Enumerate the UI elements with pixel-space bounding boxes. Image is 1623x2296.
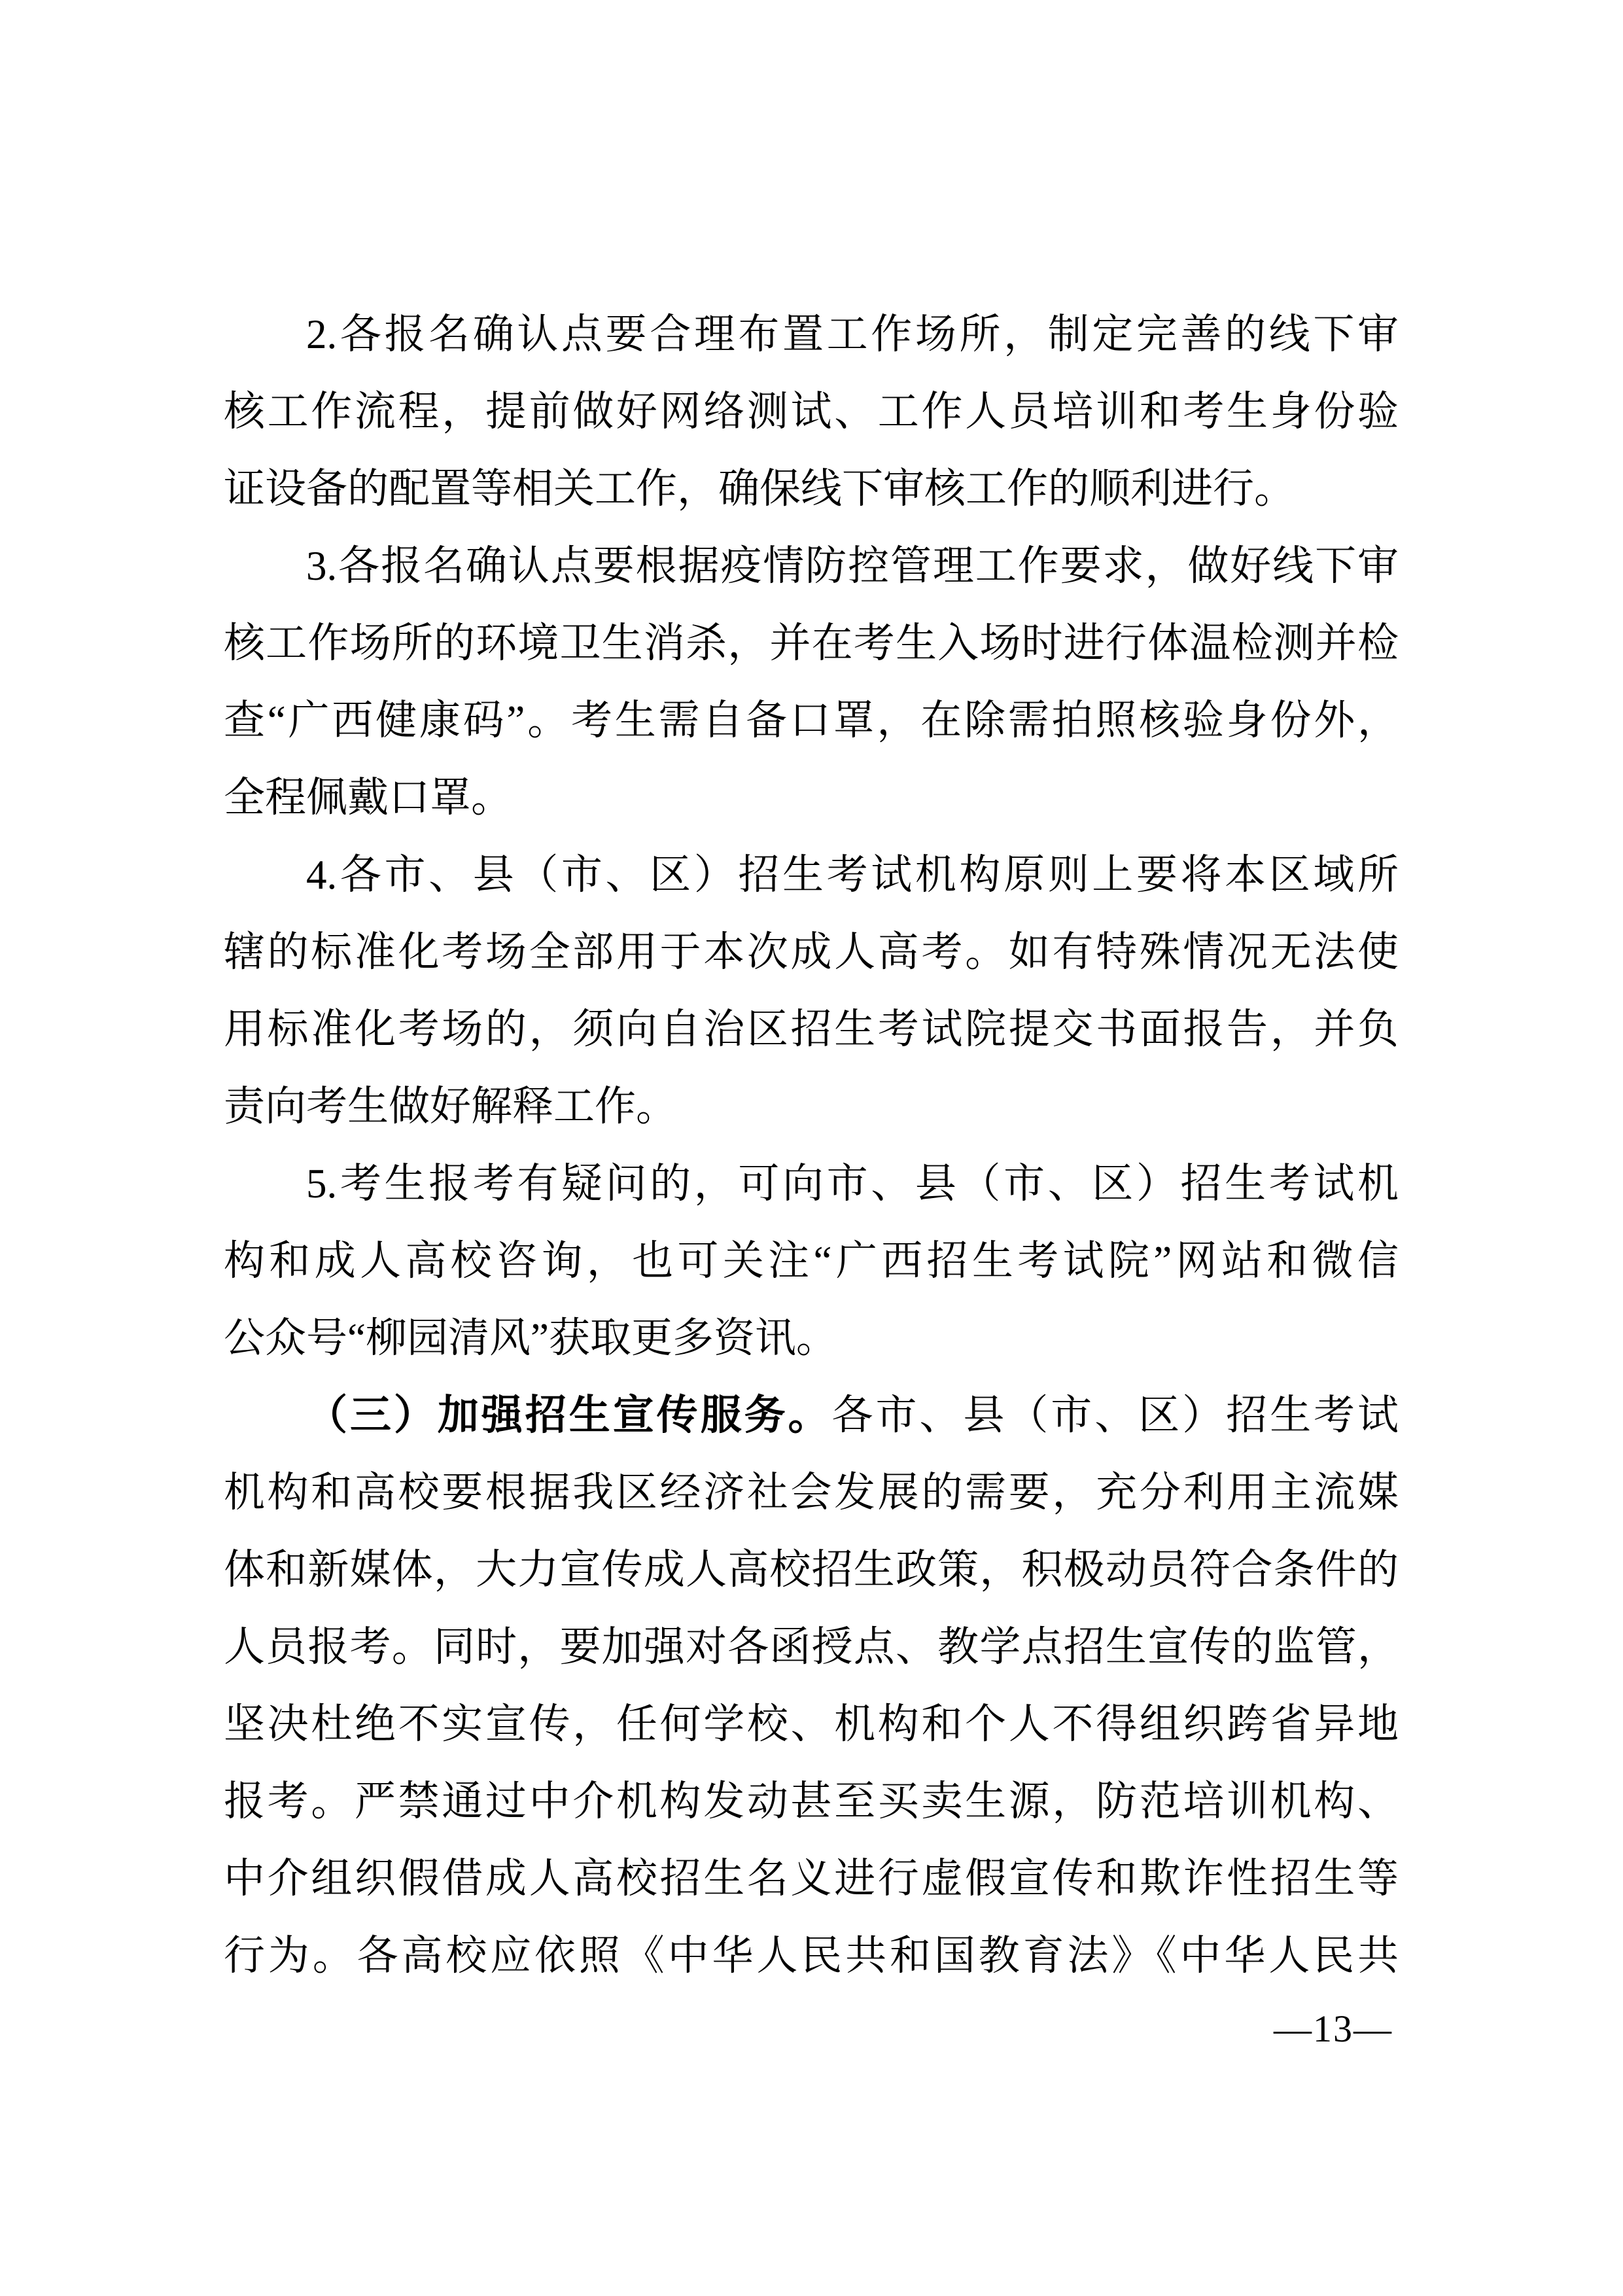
- text-line: 人员报考。同时，要加强对各函授点、教学点招生宣传的监管，: [224, 1624, 1399, 1670]
- page-number: —13—: [1274, 2007, 1393, 2050]
- bold-section-heading: （三）加强招生宣传服务。: [306, 1392, 832, 1438]
- text-line: 构和成人高校咨询，也可关注“广西招生考试院”网站和微信: [224, 1238, 1399, 1284]
- text-line: 报考。严禁通过中介机构发动甚至买卖生源，防范培训机构、: [224, 1778, 1399, 1824]
- text-line: 查“广西健康码”。考生需自备口罩，在除需拍照核验身份外，: [224, 698, 1399, 743]
- document-body: [224, 296, 1399, 1994]
- text-line: 体和新媒体，大力宣传成人高校招生政策，积极动员符合条件的: [224, 1547, 1399, 1593]
- text-line: （三）加强招生宣传服务。各市、县（市、区）招生考试: [306, 1392, 1399, 1438]
- text-line: 全程佩戴口罩。: [224, 775, 512, 821]
- text-line: 3.各报名确认点要根据疫情防控管理工作要求，做好线下审: [306, 543, 1399, 589]
- paragraph: [224, 296, 1399, 527]
- text-line: 辖的标准化考场全部用于本次成人高考。如有特殊情况无法使: [224, 929, 1399, 975]
- text-line: 机构和高校要根据我区经济社会发展的需要，充分利用主流媒: [224, 1470, 1399, 1515]
- text-line: 证设备的配置等相关工作，确保线下审核工作的顺利进行。: [224, 466, 1295, 512]
- text-line: 用标准化考场的，须向自治区招生考试院提交书面报告，并负: [224, 1006, 1399, 1052]
- text-line: 5.考生报考有疑问的，可向市、县（市、区）招生考试机: [306, 1161, 1399, 1207]
- text-line: 公众号“柳园清风”获取更多资讯。: [224, 1315, 837, 1361]
- paragraph: [224, 1145, 1399, 1377]
- text-line: 2.各报名确认点要合理布置工作场所，制定完善的线下审: [306, 311, 1399, 357]
- text-line: 责向考生做好解释工作。: [224, 1084, 677, 1129]
- paragraph: [224, 527, 1399, 836]
- text-line: 中介组织假借成人高校招生名义进行虚假宣传和欺诈性招生等: [224, 1856, 1399, 1901]
- paragraph: [224, 836, 1399, 1145]
- text-line: 4.各市、县（市、区）招生考试机构原则上要将本区域所: [306, 852, 1399, 898]
- text-line: 坚决杜绝不实宣传，任何学校、机构和个人不得组织跨省异地: [224, 1701, 1399, 1747]
- paragraph: [224, 1377, 1399, 1994]
- text-line: 行为。各高校应依照《中华人民共和国教育法》《中华人民共: [224, 1933, 1399, 1979]
- text-line: 核工作流程，提前做好网络测试、工作人员培训和考生身份验: [224, 389, 1399, 434]
- text-line: 核工作场所的环境卫生消杀，并在考生入场时进行体温检测并检: [224, 620, 1399, 666]
